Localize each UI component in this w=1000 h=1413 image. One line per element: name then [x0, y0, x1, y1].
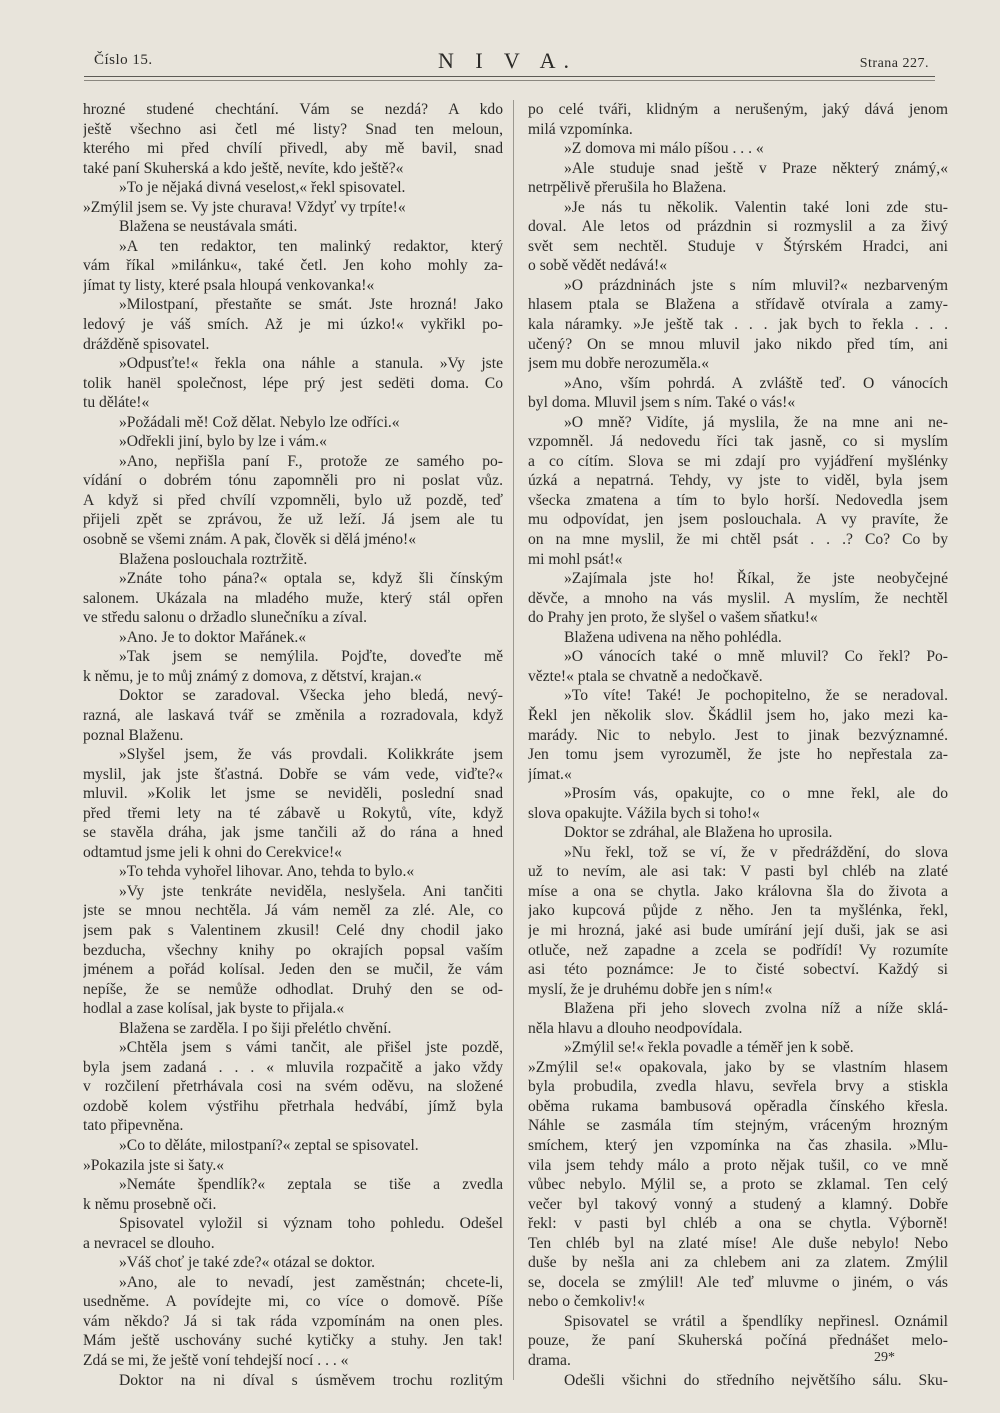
text-line: kterého mi před chvílí přivedl, aby mě bavil, snad: [83, 140, 503, 158]
text-line: »Milostpaní, přestaňte se smát. Jste hrozná! Jako: [119, 296, 503, 314]
text-line: poznal Blaženu.: [83, 726, 184, 744]
text-line: Jen tomu jsem vyrozuměl, že jste ho nepřestala za-: [528, 746, 948, 764]
text-line: »Prosím vás, opakujte, co o mne řekl, ale do: [564, 785, 948, 803]
text-line: »Nemáte špendlík?« zeptala se tiše a zvedla: [119, 1176, 503, 1194]
text-line: »Ano, ale to nevadí, jest zaměstnán; chcete-li,: [119, 1273, 503, 1291]
text-line: duše by nešla ani za chlebem ani za zlatem. Zmýlil: [528, 1254, 948, 1272]
text-line: »Zmýlil jsem se. Vy jste churava! Vždyť vy trpíte!«: [83, 198, 406, 216]
text-line: jako kupcová půjde z něho. Jen ta myšlénka, řekl,: [528, 902, 948, 920]
text-line: usedněme. A povídejte mi, co více o domově. Píše: [83, 1293, 503, 1311]
text-line: vila jsem tehdy málo a proto nějak tušil, co ve mně: [528, 1156, 948, 1174]
text-line: »Zmýlil se!« opakovala, jako by se vlastním hlasem: [528, 1058, 948, 1076]
text-line: »Ale studuje snad ještě v Praze některý známý,«: [564, 159, 948, 177]
text-line: Řekl jen několik slov. Škádlil jsem ho, jako mezi ka-: [528, 706, 948, 724]
text-line: myslil, jak jste šťastná. Dobře se vám vede, viďte?«: [83, 765, 503, 783]
text-line: svět sem nechtěl. Studuje v Štýrském Hradci, ani: [528, 237, 948, 255]
text-line: drážděně spisovatel.: [83, 335, 210, 353]
text-line: tu děláte!«: [83, 394, 150, 412]
text-line: »Zmýlil se!« řekla povadle a téměř jen k sobě.: [564, 1039, 854, 1057]
text-line: pouze, že paní Skuherská počíná přednášet melo-: [528, 1332, 948, 1350]
text-line: děvče, a mnoho na vás myslil. A myslím, že nechtěl: [528, 589, 948, 607]
text-line: učený? On se mnou mluvil jako nikdo před tím, ani: [528, 335, 948, 353]
text-line: je mi hrozná, jaké asi bude umírání její duši, jak se asi: [528, 921, 948, 939]
text-line: byla probudila, zvedla hlavu, sevřela brvy a stiskla: [528, 1078, 948, 1096]
text-line: »Chtěla jsem s vámi tančit, ale přišel jste pozdě,: [119, 1039, 503, 1057]
text-line: vzpomněl. Já nedovedu říci tak jasně, co si myslím: [528, 433, 948, 451]
text-line: ledový je váš smích. Až je mi úzko!« vykřikl po-: [83, 316, 503, 334]
text-line: netrpělivě přerušila ho Blažena.: [528, 179, 727, 197]
text-line: úzká a nepatrná. Tehdy, vy jste to viděl, byla jsem: [528, 472, 948, 490]
text-line: jsem mu dobře nerozuměla.«: [528, 355, 710, 373]
text-line: po celé tváři, klidným a nerušeným, jaký dává jenom: [528, 101, 948, 118]
text-line: jímat.«: [528, 765, 572, 783]
text-line: přijeli zpět se zprávou, že už leží. Já jsem ale tu: [83, 511, 503, 529]
text-line: Blažena poslouchala roztržitě.: [119, 550, 308, 568]
text-line: »Ano, nepřišla paní F., protože ze samého po-: [119, 452, 503, 470]
text-line: oběma rukama bambusová opěradla čínského křesla.: [528, 1097, 948, 1115]
text-line: milá vzpomínka.: [528, 120, 633, 138]
right-column: [528, 100, 948, 1390]
text-line: také paní Skuherská a kdo ještě, nevíte, kdo ještě?«: [83, 159, 404, 177]
text-line: Blažena udivena na něho pohlédla.: [564, 628, 782, 646]
text-line: »Odřekli jiní, bylo by lze i vám.«: [119, 433, 327, 451]
journal-title: N I V A.: [438, 48, 577, 73]
text-line: Blažena při jeho slovech zvolna níž a níže sklá-: [564, 1000, 948, 1018]
left-column: [83, 100, 503, 1390]
column-divider: [513, 100, 514, 1380]
text-line: byl doma. Mluvil jsem s ním. Také o vás!«: [528, 394, 796, 412]
text-line: se stavěla dráha, jak jsme tančili až do rána a hned: [83, 824, 503, 842]
text-line: drama.: [528, 1352, 571, 1369]
text-line: vídání o dobrém tónu zapomněli pro ni poslat vůz.: [83, 472, 503, 490]
text-line: »Ano. Je to doktor Mařánek.«: [119, 628, 307, 646]
text-line: bezducha, všechny knihy po okrajích popsal vaším: [83, 941, 503, 959]
text-line: »O mně? Vidíte, já myslila, že na mne ani ne-: [564, 413, 948, 431]
text-line: vězte!« ptala se chvatně a nedočkavě.: [528, 667, 763, 685]
text-line: hlasem ptala se Blažena a střídavě otvírala a zamy-: [528, 296, 948, 314]
text-line: Zdá se mi, že ještě voní tehdejší nocí . . . «: [83, 1352, 349, 1369]
text-line: a co cítím. Slova se mi zdají pro vyjádření myšlénky: [528, 452, 948, 470]
text-line: Blažena se neustávala smáti.: [119, 218, 298, 236]
text-line: otluče, než zapadne a zcela se podřídí! Vy rozumíte: [528, 941, 948, 959]
text-line: už to nevím, ale asi tak: V pasti byl chléb na zlaté: [528, 863, 948, 881]
text-line: A když si před chvílí vzpomněli, bylo už pozdě, teď: [83, 491, 503, 509]
text-line: Doktor se zdráhal, ale Blažena ho uprosila.: [564, 824, 833, 842]
text-line: asi této poznámce: Je to čisté sobectví. Každý si: [528, 961, 948, 979]
text-line: se, docela se zmýlil! Ale teď mluvme o jiném, o vás: [528, 1273, 948, 1291]
text-line: a nevracel se dlouho.: [83, 1234, 215, 1252]
text-line: »Co to děláte, milostpaní?« zeptal se spisovatel.: [119, 1136, 419, 1154]
text-line: ještě všechno asi četl mé listy? Snad ten meloun,: [83, 120, 503, 138]
header-rule: [84, 76, 935, 77]
text-line: míse a ona se chytla. Jako královna šla do života a: [528, 882, 948, 900]
text-line: Náhle se zasmála tím stejným, vráceným hrozným: [528, 1117, 948, 1135]
text-line: nebo o čemkoliv!«: [528, 1293, 645, 1311]
text-line: »Pokazila jste si šaty.«: [83, 1156, 225, 1174]
text-line: »Vy jste tenkráte neviděla, neslyšela. Ani tančiti: [119, 882, 503, 900]
text-line: »Nu řekl, tož se ví, že v předráždění, do slova: [564, 843, 948, 861]
text-line: »Zajímala jste ho! Říkal, že jste neobyčejné: [564, 570, 948, 588]
text-line: slova opakujte. Vážila bych si toho!«: [528, 804, 760, 822]
text-line: odtamtud jsme jeli k ohni do Cerekvice!«: [83, 843, 342, 861]
text-line: byla jsem zadaná . . . « mluvila rozpačitě a jako vždy: [83, 1058, 503, 1076]
text-line: Spisovatel se vrátil a špendlíky nepřinesl. Oznámil: [564, 1312, 948, 1330]
text-line: myslí, že je druhému dobře jen s ním!«: [528, 980, 773, 998]
text-line: tolik hanël společnost, lépe prý jest sedëti doma. Co: [83, 374, 503, 392]
text-line: »Znáte toho pána?« optala se, když šli čínským: [119, 570, 503, 588]
header-rule-secondary: [84, 80, 935, 81]
text-line: on na mne myslil, že mi chtěl psát . . .? Co? Co by: [528, 531, 948, 549]
text-line: k němu, je to můj známý z domova, z dětství, krajan.«: [83, 667, 422, 685]
text-line: Doktor na ni díval s úsměvem trochu rozlitým: [119, 1371, 503, 1389]
text-line: ozdobě kolem výstřihu přetrhala hedvábí, jímž byla: [83, 1097, 503, 1115]
text-line: »Je nás tu několik. Valentin také loni zde stu-: [564, 198, 948, 216]
text-line: před třemi lety na té zábavě u Rokytů, víte, když: [83, 804, 503, 822]
text-line: »Z domova mi málo píšou . . . «: [564, 140, 764, 158]
text-line: osobně se všemi znám. A pak, člověk si dělá jméno!«: [83, 531, 417, 549]
text-line: Odešli všichni do středního největšího sálu. Sku-: [564, 1371, 948, 1389]
text-line: do Prahy jen proto, že slyšel o vašem sňatku!«: [528, 609, 818, 627]
page-header: [80, 48, 935, 78]
text-line: »O prázdninách jste s ním mluvil?« nezbarveným: [564, 276, 948, 294]
text-line: nepíše, že se nemůže odhodlat. Druhý den se od-: [83, 980, 503, 998]
text-line: vůbec nebylo. Mýlil se, a proto se zklamal. Ten celý: [528, 1176, 948, 1194]
issue-number: Číslo 15.: [94, 52, 153, 68]
text-line: Blažena se zarděla. I po šiji přelétlo chvění.: [119, 1019, 392, 1037]
text-line: »Tak jsem se nemýlila. Pojďte, doveďte mě: [119, 648, 503, 666]
text-line: marády. Nic to nebylo. Jest to jinak bezvýznamné.: [528, 726, 948, 744]
text-line: hodlal a zase kolísal, jak byste to přijala.«: [83, 1000, 345, 1018]
text-line: Spisovatel vyložil si význam toho pohledu. Odešel: [119, 1215, 503, 1233]
text-line: o sobě vědět nedává!«: [528, 257, 667, 275]
text-line: salonem. Ukázala na mladého muže, který stál opřen: [83, 589, 503, 607]
text-line: »Odpusťte!« řekla ona náhle a stanula. »Vy jste: [119, 355, 503, 373]
text-line: jsem pak s Valentinem zkusil! Celé dny chodil jako: [83, 921, 503, 939]
text-line: »Slyšel jsem, že vás provdali. Kolikkráte jsem: [119, 746, 503, 764]
text-line: jménem a pořád kolísal. Jeden den se mučil, že vám: [83, 961, 503, 979]
text-line: Ten chléb byl na zlaté míse! Ale duše nebylo! Nebo: [528, 1234, 948, 1252]
text-line: vám říkal »milánku«, také četl. Jen koho mohly za-: [83, 257, 503, 275]
text-line: ve středu salonu o držadlo slunečníku a zíval.: [83, 609, 368, 627]
text-line: »A ten redaktor, ten malinký redaktor, který: [119, 237, 503, 255]
text-line: »Ano, vším pohrdá. A zvláště teď. O vánocích: [564, 374, 948, 392]
text-line: Doktor se zaradoval. Všecka jeho bledá, nevý-: [119, 687, 503, 705]
text-line: »To je nějaká divná veselost,« řekl spisovatel.: [119, 179, 406, 197]
text-line: kala náramky. »Je ještě tak . . . jak bych to řekla . . .: [528, 316, 948, 334]
text-line: mu odpovídat, jen jsem poslouchala. A vy pravíte, že: [528, 511, 948, 529]
text-line: »To víte! Také! Je pochopitelno, že se neradoval.: [564, 687, 948, 705]
text-line: mluvil. »Kolik let jsme se neviděli, poslední snad: [83, 785, 503, 803]
text-line: »Váš choť je také zde?« otázal se doktor.: [119, 1254, 376, 1272]
text-line: hrozné studené chechtání. Vám se nezdá? A kdo: [83, 101, 503, 118]
text-line: všecka zmatena a tím to bylo horší. Nedovedla jsem: [528, 491, 948, 509]
text-line: »Požádali mě! Což dělat. Nebylo lze odříci.«: [119, 413, 400, 431]
text-line: doval. Ale letos od prázdnin si rozmyslil a za živý: [528, 218, 948, 236]
text-line: něla hlavu a dlouho neodpovídala.: [528, 1019, 743, 1037]
text-line: jímat ty listy, které psala hloupá venkovanka!«: [83, 276, 375, 294]
text-line: »O vánocích také o mně mluvil? Co řekl? Po-: [564, 648, 948, 666]
text-line: Mám ještě uschovány suché kytičky a stuhy. Jen tak!: [83, 1332, 503, 1350]
text-line: v rozčilení přetrhávala cosi na svém oděvu, na složené: [83, 1078, 503, 1096]
page-number: Strana 227.: [859, 56, 929, 71]
text-line: mi mohl psát!«: [528, 550, 623, 568]
text-line: »To tehda vyhořel lihovar. Ano, tehda to bylo.«: [119, 863, 415, 881]
text-line: večer byl takový vonný a studený a klamný. Dobře: [528, 1195, 948, 1213]
text-line: tato připevněna.: [83, 1117, 184, 1135]
text-line: smíchem, který jen vzpomínka na čas zhasila. »Mlu-: [528, 1136, 948, 1154]
text-line: k němu prosebně oči.: [83, 1195, 217, 1213]
printer-signature: 29*: [874, 1350, 895, 1365]
text-line: řekl: v pasti byl chléb a ona se chytla. Výborně!: [528, 1215, 948, 1233]
text-line: vám někdo? Já si tak ráda vzpomínám na onen ples.: [83, 1312, 503, 1330]
text-line: razná, ale laskavá tvář se změnila a rozradovala, když: [83, 706, 503, 724]
text-line: jste se mnou nechtěla. Já vám neměl za zlé. Ale, co: [83, 902, 503, 920]
